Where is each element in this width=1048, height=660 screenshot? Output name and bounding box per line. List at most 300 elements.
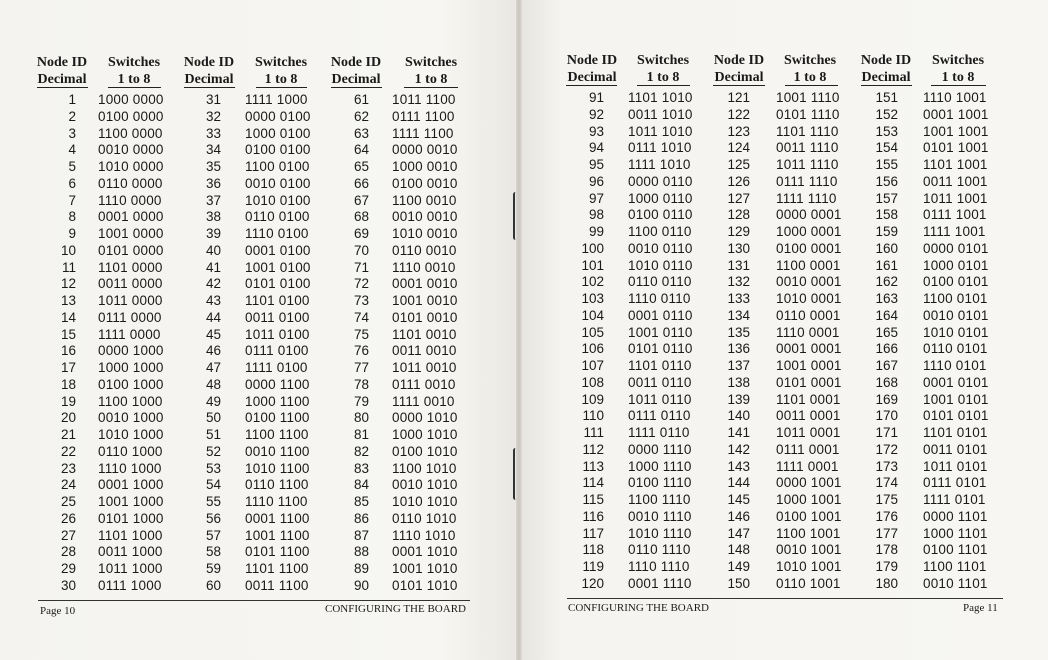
- switch-setting-cell: 1100 1010: [392, 460, 457, 476]
- switch-setting-cell: 0111 1100: [392, 108, 455, 124]
- switch-setting-cell: 0111 0101: [923, 475, 987, 491]
- node-id-cell: 179: [875, 559, 898, 574]
- node-id-cell: 34: [205, 142, 221, 158]
- node-id-cell: 45: [205, 326, 221, 342]
- node-id-cell: 19: [60, 393, 76, 409]
- switch-setting-cell: 1011 1010: [628, 123, 693, 139]
- node-id-cell: 46: [205, 343, 221, 359]
- node-id-cell: 135: [727, 324, 750, 340]
- node-id-cell: 80: [353, 410, 369, 426]
- switch-setting-cell: 0110 0010: [392, 242, 457, 258]
- header-switches: [770, 52, 850, 86]
- switch-setting-cell: 0101 0101: [923, 408, 989, 424]
- header-underline: [404, 87, 458, 88]
- switch-setting-cell: 0001 0101: [923, 374, 989, 390]
- node-id-cell: 67: [353, 192, 369, 208]
- header-line-2: Decimal: [861, 70, 911, 85]
- node-id-cell: 29: [60, 561, 76, 576]
- node-id-cell: 153: [875, 123, 898, 139]
- switch-setting-cell: 0100 1101: [923, 542, 988, 558]
- node-id-cell: 81: [353, 427, 369, 442]
- switch-setting-cell: 0000 0010: [392, 142, 458, 158]
- switch-setting-cell: 0010 1110: [628, 508, 692, 524]
- node-id-cell: 108: [581, 374, 604, 390]
- switch-setting-cell: 0001 0000: [98, 209, 164, 225]
- switch-setting-cell: 0110 1010: [392, 510, 457, 526]
- header-line-2: Decimal: [37, 72, 87, 87]
- page-number-right: Page 11: [963, 602, 998, 614]
- switch-setting-cell: 1001 0000: [98, 226, 164, 241]
- node-id-cell: 20: [60, 410, 76, 426]
- switch-setting-cell: 0111 1000: [98, 577, 162, 593]
- switch-setting-cell: 1100 0001: [776, 257, 841, 273]
- switch-setting-cell: 1100 1000: [98, 393, 163, 409]
- node-id-cell: 53: [205, 460, 221, 476]
- node-id-cell: 158: [875, 207, 898, 223]
- header-switches: [391, 54, 471, 88]
- section-title-right: CONFIGURING THE BOARD: [568, 602, 709, 614]
- node-id-cell: 99: [588, 224, 604, 239]
- node-id-cell: 101: [581, 257, 604, 273]
- switch-setting-cell: 1010 0001: [776, 291, 842, 306]
- header-switches: [623, 52, 703, 86]
- node-id-cell: 171: [875, 425, 898, 440]
- switch-setting-cell: 1111 1000: [245, 92, 308, 107]
- switch-setting-cell: 1011 1001: [923, 190, 988, 206]
- switch-setting-cell: 1100 0110: [628, 224, 692, 239]
- switch-setting-cell: 0110 0101: [923, 341, 988, 357]
- node-id-cell: 167: [875, 358, 898, 373]
- switch-setting-cell: 1111 1001: [923, 224, 986, 239]
- node-id-cell: 170: [875, 408, 898, 424]
- switch-setting-cell: 1110 0000: [98, 192, 162, 208]
- header-underline: [37, 87, 88, 88]
- node-id-cell: 18: [60, 376, 76, 392]
- switch-setting-cell: 1101 1001: [923, 157, 988, 172]
- switch-setting-cell: 0001 0110: [628, 307, 693, 323]
- node-id-cell: 40: [205, 242, 221, 258]
- node-id-cell: 86: [353, 510, 369, 526]
- switch-setting-cell: 0010 1000: [98, 410, 164, 426]
- node-id-cell: 133: [727, 291, 750, 306]
- node-id-cell: 83: [353, 460, 369, 476]
- node-id-cell: 16: [60, 343, 76, 359]
- node-id-cell: 130: [727, 240, 750, 256]
- node-id-cell: 71: [353, 259, 369, 275]
- header-line-1: Switches: [404, 55, 458, 70]
- switch-setting-cell: 0001 1010: [392, 544, 458, 560]
- header-line-2: 1 to 8: [646, 70, 680, 85]
- switch-setting-cell: 0011 0001: [776, 408, 841, 424]
- node-id-cell: 147: [727, 525, 750, 541]
- switch-setting-cell: 0010 0000: [98, 142, 164, 158]
- node-id-cell: 95: [588, 157, 604, 172]
- node-id-cell: 73: [353, 293, 369, 308]
- header-node-id: [22, 54, 102, 88]
- footer-rule-right: [567, 598, 1003, 599]
- node-id-cell: 111: [583, 425, 604, 440]
- node-id-cell: 103: [581, 291, 604, 306]
- switch-setting-cell: 0111 0000: [98, 309, 162, 325]
- node-id-cell: 165: [875, 324, 898, 340]
- switch-setting-cell: 0111 0110: [628, 408, 691, 424]
- switch-setting-cell: 1110 1001: [923, 90, 987, 105]
- switch-setting-cell: 0111 1001: [923, 207, 987, 223]
- header-line-2: Decimal: [331, 72, 381, 87]
- switch-setting-cell: 0011 0010: [392, 343, 457, 359]
- node-id-cell: 145: [727, 492, 750, 507]
- node-id-cell: 143: [727, 458, 750, 474]
- node-id-cell: 137: [727, 358, 750, 373]
- switch-setting-cell: 1001 0101: [923, 391, 989, 407]
- header-line-1: Node ID: [713, 53, 765, 68]
- node-id-cell: 118: [582, 542, 604, 558]
- switch-setting-cell: 0101 0110: [628, 341, 693, 357]
- node-id-cell: 27: [60, 527, 76, 543]
- node-id-cell: 35: [205, 159, 221, 174]
- node-id-cell: 72: [353, 276, 369, 292]
- switch-setting-cell: 0010 0101: [923, 307, 989, 323]
- switch-setting-cell: 0011 1100: [245, 577, 309, 593]
- switch-setting-cell: 1010 1100: [245, 460, 310, 476]
- switch-setting-cell: 0010 0110: [628, 240, 693, 256]
- switch-setting-cell: 0000 1100: [245, 376, 310, 392]
- node-id-cell: 92: [588, 106, 604, 122]
- switch-setting-cell: 1000 0001: [776, 224, 842, 239]
- switch-setting-cell: 0100 1010: [392, 443, 458, 459]
- switch-setting-cell: 1110 0101: [923, 358, 987, 373]
- node-id-cell: 126: [727, 173, 750, 189]
- node-id-cell: 55: [205, 494, 221, 509]
- switch-setting-cell: 1101 1110: [776, 123, 839, 139]
- node-id-cell: 79: [353, 393, 369, 409]
- node-id-cell: 21: [60, 427, 76, 442]
- node-id-cell: 176: [875, 508, 898, 524]
- node-id-cell: 132: [727, 274, 750, 290]
- header-underline: [861, 85, 912, 86]
- node-id-cell: 142: [727, 441, 750, 457]
- node-id-cell: 140: [727, 408, 750, 424]
- switch-setting-cell: 0000 1110: [628, 441, 692, 457]
- switch-setting-cell: 1111 1100: [392, 125, 454, 141]
- switch-setting-cell: 0111 0010: [392, 376, 456, 392]
- switch-setting-cell: 1100 1110: [628, 492, 691, 507]
- switch-setting-cell: 1111 0101: [923, 492, 986, 507]
- switch-setting-cell: 1101 0010: [392, 326, 457, 342]
- node-id-cell: 116: [582, 508, 604, 524]
- node-id-cell: 76: [353, 343, 369, 359]
- switch-setting-cell: 0001 1001: [923, 106, 989, 122]
- switch-setting-cell: 0100 0110: [628, 207, 693, 223]
- switch-setting-cell: 1000 1000: [98, 360, 164, 375]
- node-id-cell: 127: [727, 190, 750, 206]
- switch-setting-cell: 1101 1000: [98, 527, 163, 543]
- header-line-1: Node ID: [183, 55, 235, 70]
- header-node-id: [552, 52, 632, 86]
- switch-setting-cell: 1001 0110: [628, 324, 693, 340]
- switch-setting-cell: 0001 0100: [245, 242, 311, 258]
- switch-setting-cell: 1110 0010: [392, 259, 456, 275]
- node-id-cell: 58: [205, 544, 221, 560]
- staple-top: [513, 192, 518, 240]
- switch-setting-cell: 1111 0010: [392, 393, 455, 409]
- header-line-1: Node ID: [330, 55, 382, 70]
- node-id-cell: 11: [61, 259, 76, 275]
- header-node-id: [846, 52, 926, 86]
- node-id-cell: 107: [581, 358, 604, 373]
- header-underline: [637, 85, 690, 86]
- switch-setting-cell: 1011 0100: [245, 326, 310, 342]
- switch-setting-cell: 0110 0000: [98, 175, 163, 191]
- node-id-cell: 5: [68, 159, 76, 174]
- node-id-cell: 13: [60, 293, 76, 308]
- node-id-cell: 117: [582, 525, 604, 541]
- switch-setting-cell: 0100 0001: [776, 240, 842, 256]
- node-id-cell: 32: [205, 108, 221, 124]
- header-line-2: Decimal: [567, 70, 617, 85]
- switch-setting-cell: 0000 1001: [776, 475, 842, 491]
- node-id-cell: 84: [353, 477, 369, 493]
- switch-setting-cell: 1011 0010: [392, 360, 457, 375]
- switch-setting-cell: 1110 1000: [98, 460, 162, 476]
- node-id-cell: 172: [875, 441, 898, 457]
- switch-setting-cell: 1011 0000: [98, 293, 163, 308]
- node-id-cell: 162: [875, 274, 898, 290]
- switch-setting-cell: 1000 0110: [628, 190, 693, 206]
- node-id-cell: 51: [205, 427, 221, 442]
- node-id-cell: 141: [727, 425, 750, 440]
- switch-setting-cell: 1100 0100: [245, 159, 310, 174]
- header-node-id: [169, 54, 249, 88]
- header-line-1: Node ID: [36, 55, 88, 70]
- node-id-cell: 89: [353, 561, 369, 576]
- switch-setting-cell: 0000 0100: [245, 108, 311, 124]
- header-switches: [241, 54, 321, 88]
- node-id-cell: 61: [353, 92, 369, 107]
- switch-setting-cell: 0100 1000: [98, 376, 164, 392]
- node-id-cell: 119: [582, 559, 604, 574]
- node-id-cell: 52: [205, 443, 221, 459]
- switch-setting-cell: 1000 0010: [392, 159, 458, 174]
- switch-setting-cell: 1001 1100: [245, 527, 310, 543]
- node-id-cell: 98: [588, 207, 604, 223]
- switch-setting-cell: 1111 1110: [776, 190, 837, 206]
- switch-setting-cell: 0101 0010: [392, 309, 458, 325]
- node-id-cell: 139: [727, 391, 750, 407]
- node-id-cell: 164: [875, 307, 898, 323]
- node-id-cell: 149: [727, 559, 750, 574]
- node-id-cell: 90: [353, 577, 369, 593]
- switch-setting-cell: 1101 1010: [628, 90, 693, 105]
- node-id-cell: 105: [581, 324, 604, 340]
- node-id-cell: 125: [727, 157, 750, 172]
- node-id-cell: 163: [875, 291, 898, 306]
- node-id-cell: 36: [205, 175, 221, 191]
- node-id-cell: 22: [60, 443, 76, 459]
- switch-setting-cell: 0010 1001: [776, 542, 842, 558]
- switch-setting-cell: 1101 0110: [628, 358, 692, 373]
- page-number-left: Page 10: [40, 605, 76, 617]
- switch-setting-cell: 0110 0001: [776, 307, 841, 323]
- footer-rule-left: [38, 600, 470, 601]
- header-line-1: Switches: [636, 53, 690, 68]
- switch-setting-cell: 1101 0100: [245, 293, 310, 308]
- switch-setting-cell: 1000 1100: [245, 393, 310, 409]
- switch-setting-cell: 1010 0110: [628, 257, 693, 273]
- node-id-cell: 38: [205, 209, 221, 225]
- node-id-cell: 63: [353, 125, 369, 141]
- node-id-cell: 113: [582, 458, 604, 474]
- node-id-cell: 97: [588, 190, 604, 206]
- node-id-cell: 123: [727, 123, 750, 139]
- node-id-cell: 30: [60, 577, 76, 593]
- node-id-cell: 157: [875, 190, 898, 206]
- header-line-1: Switches: [107, 55, 161, 70]
- node-id-cell: 28: [60, 544, 76, 560]
- node-id-cell: 120: [581, 575, 604, 591]
- node-id-cell: 134: [727, 307, 750, 323]
- switch-setting-cell: 1101 0000: [98, 259, 163, 275]
- switch-setting-cell: 0101 0100: [245, 276, 311, 292]
- switch-setting-cell: 1100 0010: [392, 192, 457, 208]
- switch-setting-cell: 1101 0101: [923, 425, 988, 440]
- header-line-1: Switches: [783, 53, 837, 68]
- node-id-cell: 160: [875, 240, 898, 256]
- switch-setting-cell: 0010 0010: [392, 209, 458, 225]
- node-id-cell: 57: [205, 527, 221, 543]
- switch-setting-cell: 0101 1010: [392, 577, 458, 593]
- switch-setting-cell: 1000 0101: [923, 257, 989, 273]
- switch-setting-cell: 0011 1001: [923, 173, 988, 189]
- switch-setting-cell: 0011 0101: [923, 441, 988, 457]
- switch-setting-cell: 1011 0101: [923, 458, 988, 474]
- node-id-cell: 155: [875, 157, 898, 172]
- node-id-cell: 37: [205, 192, 221, 208]
- switch-setting-cell: 1011 1110: [776, 157, 839, 172]
- switch-setting-cell: 0000 0001: [776, 207, 842, 223]
- node-id-cell: 31: [205, 92, 221, 107]
- node-id-cell: 68: [353, 209, 369, 225]
- switch-setting-cell: 0100 0010: [392, 175, 458, 191]
- node-id-cell: 8: [68, 209, 76, 225]
- switch-setting-cell: 1011 0001: [776, 425, 841, 440]
- node-id-cell: 42: [205, 276, 221, 292]
- node-id-cell: 23: [60, 460, 76, 476]
- header-underline: [931, 85, 986, 86]
- switch-setting-cell: 0101 0000: [98, 242, 164, 258]
- node-id-cell: 168: [875, 374, 898, 390]
- node-id-cell: 44: [205, 309, 221, 325]
- node-id-cell: 159: [875, 224, 898, 239]
- switch-setting-cell: 1111 0001: [776, 458, 839, 474]
- node-id-cell: 93: [588, 123, 604, 139]
- switch-setting-cell: 0111 0100: [245, 343, 309, 359]
- switch-setting-cell: 0001 1110: [628, 575, 692, 591]
- switch-setting-cell: 1111 0000: [98, 326, 161, 342]
- switch-setting-cell: 0010 1101: [923, 575, 988, 591]
- node-id-cell: 50: [205, 410, 221, 426]
- switch-setting-cell: 1001 1001: [923, 123, 989, 139]
- node-id-cell: 175: [875, 492, 898, 507]
- switch-setting-cell: 1111 1010: [628, 157, 691, 172]
- header-line-2: 1 to 8: [414, 72, 448, 87]
- book-spine: [516, 0, 522, 660]
- switch-setting-cell: 0011 1010: [628, 106, 693, 122]
- node-id-cell: 166: [875, 341, 898, 357]
- node-id-cell: 91: [588, 90, 604, 105]
- node-id-cell: 115: [582, 492, 604, 507]
- header-line-2: Decimal: [184, 72, 234, 87]
- node-id-cell: 25: [60, 494, 76, 509]
- node-id-cell: 12: [60, 276, 76, 292]
- node-id-cell: 173: [875, 458, 898, 474]
- node-id-cell: 106: [581, 341, 604, 357]
- node-id-cell: 4: [68, 142, 76, 158]
- switch-setting-cell: 0110 0110: [628, 274, 692, 290]
- node-id-cell: 70: [353, 242, 369, 258]
- node-id-cell: 114: [582, 475, 604, 491]
- node-id-cell: 154: [875, 140, 898, 156]
- switch-setting-cell: 1010 1110: [628, 525, 692, 541]
- switch-setting-cell: 0010 0001: [776, 274, 842, 290]
- switch-setting-cell: 1001 0001: [776, 358, 842, 373]
- node-id-cell: 33: [205, 125, 221, 141]
- switch-setting-cell: 1100 1001: [776, 525, 841, 541]
- switch-setting-cell: 0000 1010: [392, 410, 458, 426]
- header-line-1: Switches: [254, 55, 308, 70]
- header-line-1: Node ID: [566, 53, 618, 68]
- node-id-cell: 49: [205, 393, 221, 409]
- switch-setting-cell: 1010 0000: [98, 159, 164, 174]
- switch-setting-cell: 1111 0100: [245, 360, 308, 375]
- node-id-cell: 41: [205, 259, 221, 275]
- section-title-left: CONFIGURING THE BOARD: [325, 603, 466, 615]
- node-id-cell: 138: [727, 374, 750, 390]
- header-node-id: [699, 52, 779, 86]
- switch-setting-cell: 0110 1001: [776, 575, 841, 591]
- node-id-cell: 59: [205, 561, 221, 576]
- switch-setting-cell: 0011 0100: [245, 309, 310, 325]
- switch-setting-cell: 0000 1000: [98, 343, 164, 359]
- header-underline: [108, 87, 161, 88]
- switch-setting-cell: 0111 1010: [628, 140, 692, 156]
- switch-setting-cell: 0100 1001: [776, 508, 842, 524]
- node-id-cell: 48: [205, 376, 221, 392]
- header-switches: [94, 54, 174, 88]
- switch-setting-cell: 1101 0001: [776, 391, 841, 407]
- switch-setting-cell: 1010 1010: [392, 494, 458, 509]
- switch-setting-cell: 0110 1110: [628, 542, 691, 558]
- node-id-cell: 148: [727, 542, 750, 558]
- header-underline: [785, 85, 838, 86]
- switch-setting-cell: 1100 1101: [923, 559, 987, 574]
- switch-setting-cell: 0100 1110: [628, 475, 692, 491]
- switch-setting-cell: 1110 1010: [392, 527, 456, 543]
- switch-setting-cell: 1010 0100: [245, 192, 311, 208]
- switch-setting-cell: 0000 1101: [923, 508, 988, 524]
- node-id-cell: 56: [205, 510, 221, 526]
- node-id-cell: 136: [727, 341, 750, 357]
- switch-setting-cell: 1100 0101: [923, 291, 988, 306]
- node-id-cell: 17: [60, 360, 76, 375]
- switch-setting-cell: 0001 1100: [245, 510, 310, 526]
- node-id-cell: 64: [353, 142, 369, 158]
- node-id-cell: 39: [205, 226, 221, 241]
- node-id-cell: 65: [353, 159, 369, 174]
- switch-setting-cell: 1011 1100: [392, 92, 456, 107]
- node-id-cell: 74: [353, 309, 369, 325]
- node-id-cell: 112: [582, 441, 604, 457]
